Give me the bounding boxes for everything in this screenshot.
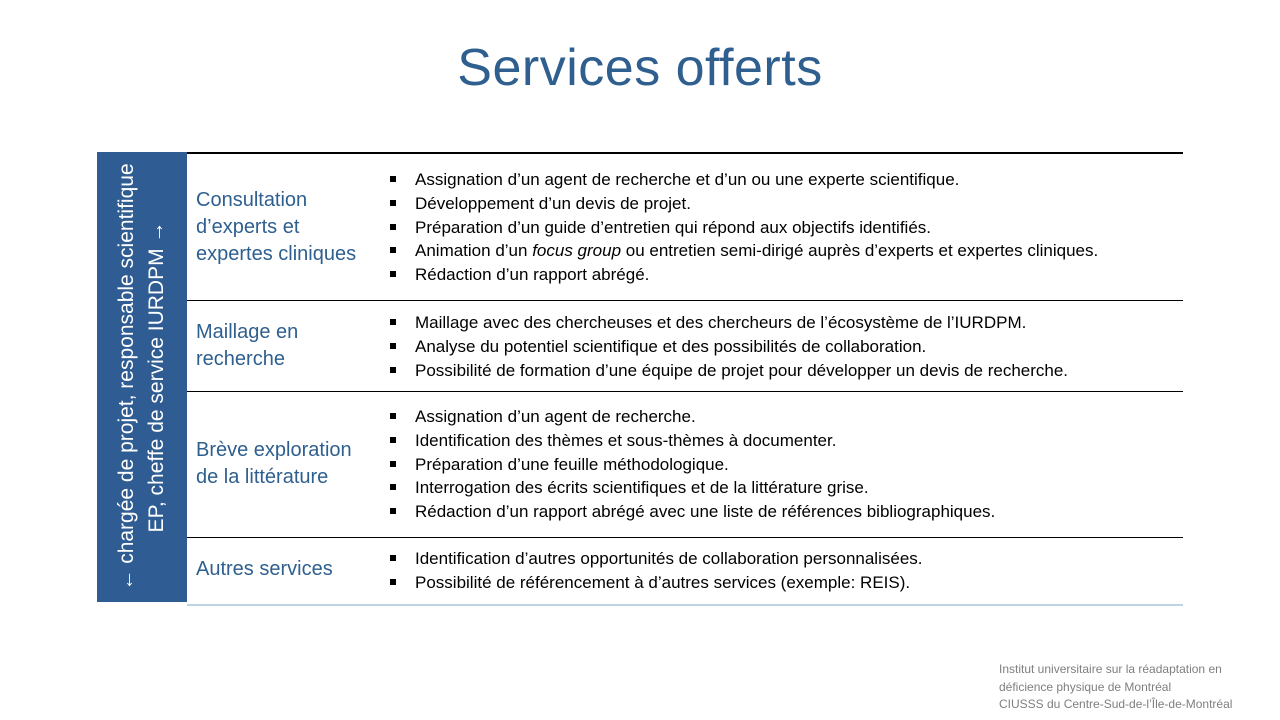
focus-group-prefix: Animation d’un	[415, 241, 533, 261]
list-item: Identification d’autres opportunités de collaboration personnalisées.	[387, 547, 923, 571]
list-item: Analyse du potentiel scientifique et des possibilités de collaboration.	[387, 335, 1068, 359]
list-item: Maillage avec des chercheuses et des chercheurs de l’écosystème de l’IURDPM.	[387, 311, 1068, 335]
footer-line: Institut universitaire sur la réadaptation en	[999, 662, 1222, 676]
list-item: Préparation d’une feuille méthodologique.	[387, 453, 995, 477]
service-label: Consultation d’experts et expertes cliniques	[196, 189, 357, 265]
list-item: Assignation d’un agent de recherche et d’un ou une experte scientifique.	[387, 168, 1098, 192]
service-items	[387, 547, 923, 595]
list-item: Identification des thèmes et sous-thèmes à documenter.	[387, 429, 995, 453]
service-items	[387, 405, 995, 524]
focus-group-term: focus group	[532, 241, 622, 261]
focus-group-suffix: ou entretien semi-dirigé auprès d’experts et expertes cliniques.	[621, 241, 1099, 261]
institution-footer	[999, 661, 1232, 714]
list-item: Préparation d’un guide d’entretien qui répond aux objectifs identifiés.	[387, 216, 1098, 240]
footer-line: déficience physique de Montréal	[999, 679, 1172, 694]
footer-line: CIUSSS du Centre-Sud-de-l’Île-de-Montréal	[999, 697, 1233, 711]
service-label: Maillage en recherche	[196, 321, 299, 370]
page-title: Services offerts	[457, 39, 823, 97]
list-item: Rédaction d’un rapport abrégé.	[387, 263, 1098, 287]
list-item: Rédaction d’un rapport abrégé avec une liste de références bibliographiques.	[387, 500, 995, 524]
service-row-autres	[187, 538, 1183, 602]
services-rows	[187, 152, 1183, 606]
services-table	[97, 152, 1183, 602]
service-items	[387, 311, 1068, 382]
side-label: ← chargée de projet, responsable scientifique EP, cheffe de service IURDPM →	[115, 163, 168, 591]
service-row-exploration	[187, 392, 1183, 538]
list-item: Assignation d’un agent de recherche.	[387, 405, 995, 429]
service-label: Autres services	[196, 558, 333, 580]
service-items	[387, 168, 1098, 287]
list-item: Développement d’un devis de projet.	[387, 192, 1098, 216]
list-item: Possibilité de référencement à d’autres services (exemple: REIS).	[387, 571, 923, 595]
service-row-maillage	[187, 301, 1183, 392]
list-item	[387, 239, 1098, 263]
side-label-bar	[97, 152, 187, 602]
list-item: Possibilité de formation d’une équipe de projet pour développer un devis de recherche.	[387, 359, 1068, 383]
service-row-consultation	[187, 154, 1183, 301]
list-item: Interrogation des écrits scientifiques et de la littérature grise.	[387, 476, 995, 500]
service-label: Brève exploration de la littérature	[196, 439, 352, 488]
